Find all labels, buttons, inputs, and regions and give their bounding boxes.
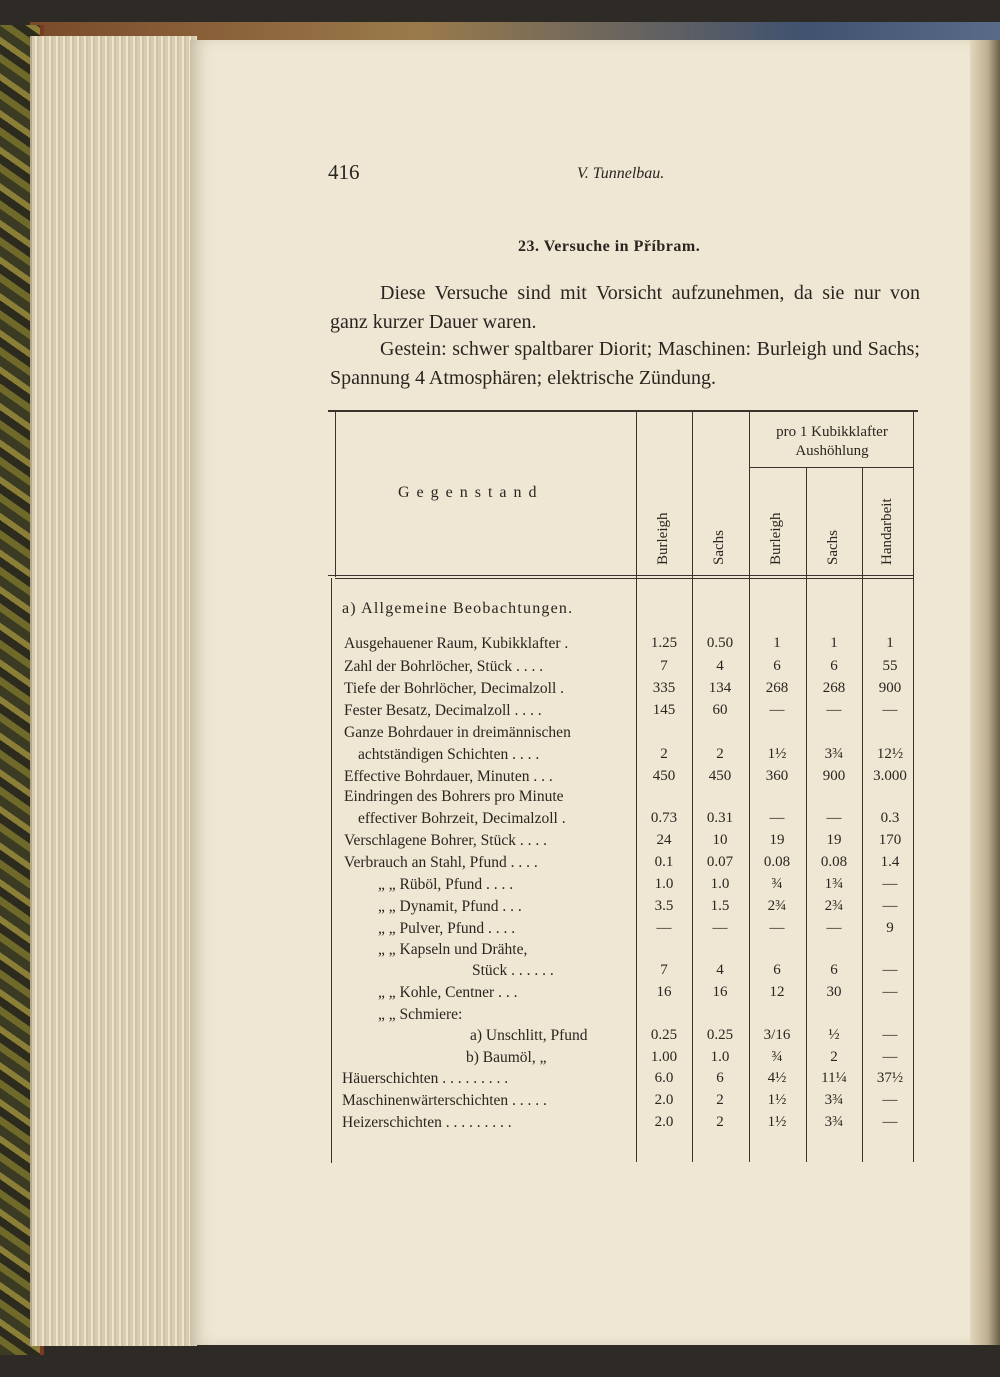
table-cell: — <box>882 1049 898 1065</box>
subject-header: Gegenstand <box>398 484 544 501</box>
table-cell: — <box>882 1114 898 1130</box>
table-cell: 145 <box>652 702 676 718</box>
table-cell: — <box>769 810 785 826</box>
row-label: achtständigen Schichten . . . . <box>358 746 540 763</box>
table-cell: 0.25 <box>706 1027 734 1043</box>
table-cell: 4 <box>716 658 724 674</box>
table-cell: 6 <box>830 658 838 674</box>
table-cell: 2.0 <box>654 1114 674 1130</box>
table-cell: ¾ <box>771 1049 783 1065</box>
table-cell: 6 <box>773 962 781 978</box>
table-cell: 3/16 <box>763 1027 791 1043</box>
table-cell: 450 <box>652 768 676 784</box>
table-cell: 0.08 <box>763 854 791 870</box>
row-label: Ausgehauener Raum, Kubikklafter . <box>344 635 569 652</box>
table-cell: 2 <box>716 1092 724 1108</box>
row-label: a) Unschlitt, Pfund <box>470 1027 588 1044</box>
table-cell: 1½ <box>767 1092 787 1108</box>
table-cell: 1½ <box>767 746 787 762</box>
section-title: 23. Versuche in Příbram. <box>518 238 701 255</box>
table-header-rule-2 <box>335 578 913 579</box>
row-label: Verschlagene Bohrer, Stück . . . . <box>344 832 547 849</box>
table-cell: — <box>882 1027 898 1043</box>
table-cell: 0.3 <box>880 810 900 826</box>
row-label: Tiefe der Bohrlöcher, Decimalzoll . <box>344 680 565 697</box>
table-cell: 12½ <box>876 746 904 762</box>
table-cell: 2 <box>830 1049 838 1065</box>
table-cell: 6.0 <box>654 1070 674 1086</box>
table-cell: 0.08 <box>820 854 848 870</box>
table-cell: 9 <box>886 920 894 936</box>
table-cell: 3¾ <box>824 746 844 762</box>
table-cell: 1.25 <box>650 635 678 651</box>
table-cell: 3.000 <box>873 768 907 784</box>
group-header: pro 1 Kubikklafter Aushöhlung <box>776 424 888 459</box>
group-header-rule <box>750 467 913 468</box>
table-cell: 2¾ <box>824 898 844 914</box>
table-cell: 1.0 <box>654 876 674 892</box>
row-label: Verbrauch an Stahl, Pfund . . . . <box>344 854 538 871</box>
row-label: „ „ Schmiere: <box>378 1006 463 1023</box>
table-cell: 268 <box>822 680 846 696</box>
table-cell: 4 <box>716 962 724 978</box>
table-cell: 3.5 <box>654 898 674 914</box>
table-cell: — <box>882 702 898 718</box>
table-top-rule <box>328 410 918 412</box>
table-cell: 19 <box>769 832 785 848</box>
col-header-burleigh: Burleigh <box>655 512 671 565</box>
col-header-handarbeit: Handarbeit <box>879 498 895 565</box>
table-cell: 360 <box>765 768 789 784</box>
table-cell: — <box>826 920 842 936</box>
row-label: Häuerschichten . . . . . . . . . <box>342 1070 509 1087</box>
table-cell: — <box>769 702 785 718</box>
table-cell: — <box>656 920 672 936</box>
col-header-sachs-2: Sachs <box>825 530 841 565</box>
row-label: Stück . . . . . . <box>472 962 554 979</box>
row-label: „ „ Kohle, Centner . . . <box>378 984 518 1001</box>
page-stack-edge <box>30 36 197 1346</box>
row-label: effectiver Bohrzeit, Decimalzoll . <box>358 810 566 827</box>
row-label: Maschinenwärterschichten . . . . . <box>342 1092 547 1109</box>
table-header-rule <box>328 575 913 576</box>
table-cell: 1 <box>830 635 838 651</box>
table-cell: 1 <box>886 635 894 651</box>
table-cell: 6 <box>830 962 838 978</box>
table-cell: 2 <box>660 746 668 762</box>
table-cell: — <box>826 810 842 826</box>
table-cell: 2.0 <box>654 1092 674 1108</box>
table-cell: 0.07 <box>706 854 734 870</box>
paragraph-2: Gestein: schwer spaltbarer Diorit; Maschinen: Burleigh und Sachs; Spannung 4 Atmosphären; elektrische Zündung. <box>330 338 920 389</box>
row-label: Ganze Bohrdauer in dreimännischen <box>344 724 571 741</box>
table-cell: 1.00 <box>650 1049 678 1065</box>
row-label: b) Baumöl, „ <box>466 1049 547 1066</box>
table-cell: 0.73 <box>650 810 678 826</box>
table-cell: — <box>826 702 842 718</box>
table-cell: ½ <box>828 1027 840 1043</box>
table-cell: 1½ <box>767 1114 787 1130</box>
table-cell: 170 <box>878 832 902 848</box>
table-cell: 60 <box>712 702 728 718</box>
table-cell: ¾ <box>771 876 783 892</box>
running-head: V. Tunnelbau. <box>577 165 665 182</box>
table-cell: 2¾ <box>767 898 787 914</box>
table-cell: 0.25 <box>650 1027 678 1043</box>
table-cell: 1.4 <box>880 854 900 870</box>
table-cell: 4½ <box>767 1070 787 1086</box>
table-cell: — <box>712 920 728 936</box>
table-cell: 24 <box>656 832 672 848</box>
section-a-heading: a) Allgemeine Beobachtungen. <box>342 600 574 617</box>
table-cell: 335 <box>652 680 676 696</box>
page-number: 416 <box>328 160 360 184</box>
table-cell: 450 <box>708 768 732 784</box>
table-cell: — <box>882 984 898 1000</box>
table-cell: 16 <box>656 984 672 1000</box>
row-label: Zahl der Bohrlöcher, Stück . . . . <box>344 658 544 675</box>
table-cell: — <box>882 898 898 914</box>
row-label: Effective Bohrdauer, Minuten . . . <box>344 768 553 785</box>
table-cell: 6 <box>773 658 781 674</box>
table-cell: 268 <box>765 680 789 696</box>
table-cell: 11¼ <box>821 1070 847 1086</box>
table-left-line <box>335 412 336 577</box>
row-label: „ „ Dynamit, Pfund . . . <box>378 898 522 915</box>
row-label: „ „ Rüböl, Pfund . . . . <box>378 876 514 893</box>
table-cell: 900 <box>822 768 846 784</box>
table-cell: 1.0 <box>710 1049 730 1065</box>
table-cell: 55 <box>882 658 898 674</box>
table-cell: 900 <box>878 680 902 696</box>
row-label: „ „ Pulver, Pfund . . . . <box>378 920 516 937</box>
table-cell: — <box>882 962 898 978</box>
table-cell: 1 <box>773 635 781 651</box>
table-cell: 2 <box>716 746 724 762</box>
table-cell: — <box>769 920 785 936</box>
row-label: Heizerschichten . . . . . . . . . <box>342 1114 512 1131</box>
table-cell: 1.0 <box>710 876 730 892</box>
table-cell: 6 <box>716 1070 724 1086</box>
table-cell: 7 <box>660 658 668 674</box>
table-cell: 12 <box>769 984 785 1000</box>
table-cell: 3¾ <box>824 1092 844 1108</box>
table-cell: 0.50 <box>706 635 734 651</box>
page-right-edge <box>970 40 1000 1345</box>
row-label: Eindringen des Bohrers pro Minute <box>344 788 564 805</box>
row-label: Fester Besatz, Decimalzoll . . . . <box>344 702 542 719</box>
table-cell: 16 <box>712 984 728 1000</box>
table-cell: 0.31 <box>706 810 734 826</box>
table-cell: 0.1 <box>654 854 674 870</box>
table-cell: 1¾ <box>824 876 844 892</box>
table-cell: 10 <box>712 832 728 848</box>
row-label: „ „ Kapseln und Drähte, <box>378 941 528 958</box>
table-cell: 2 <box>716 1114 724 1130</box>
table-cell: 134 <box>708 680 732 696</box>
paragraph-1: Diese Versuche sind mit Vorsicht aufzunehmen, da sie nur von ganz kurzer Dauer waren. <box>330 282 920 333</box>
col-header-sachs: Sachs <box>711 530 727 565</box>
table-cell: — <box>882 1092 898 1108</box>
table-cell: — <box>882 876 898 892</box>
col-header-burleigh-2: Burleigh <box>768 512 784 565</box>
table-cell: 19 <box>826 832 842 848</box>
table-cell: 1.5 <box>710 898 730 914</box>
table-cell: 7 <box>660 962 668 978</box>
table-left-line-body <box>331 578 332 1163</box>
table-cell: 37½ <box>876 1070 904 1086</box>
table-cell: 3¾ <box>824 1114 844 1130</box>
table-cell: 30 <box>826 984 842 1000</box>
